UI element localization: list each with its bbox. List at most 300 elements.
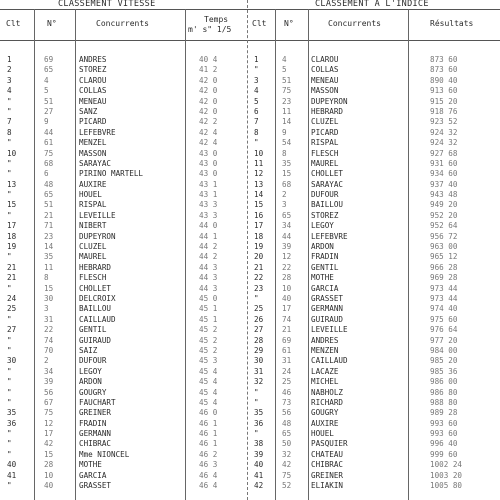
result-cell: 1002 24 (430, 460, 463, 470)
table-row (248, 336, 500, 346)
table-row (248, 263, 500, 273)
competitor-cell: DUPEYRON (79, 231, 116, 241)
result-cell: 890 40 (430, 75, 458, 85)
rank-cell: 35 (254, 408, 264, 418)
rank-cell: 17 (7, 221, 17, 231)
result-cell: 931 60 (430, 158, 458, 168)
table-row (248, 55, 500, 65)
table-row (0, 304, 247, 314)
number-cell: 74 (44, 335, 54, 345)
table-row (248, 398, 500, 408)
table-row (0, 346, 247, 356)
rank-cell: 4 (7, 86, 12, 96)
time-cell: 46 3 (199, 460, 218, 470)
number-cell: 3 (44, 304, 49, 314)
table-row (0, 128, 247, 138)
number-cell: 5 (282, 65, 287, 75)
competitor-cell: DUFOUR (311, 190, 339, 200)
rank-cell: 42 (254, 481, 264, 491)
table-row (0, 284, 247, 294)
result-cell: 989 28 (430, 408, 458, 418)
table-row (0, 377, 247, 387)
rank-cell: 26 (254, 314, 264, 324)
time-cell: 45 4 (199, 397, 218, 407)
competitor-cell: RICHARD (311, 397, 344, 407)
result-cell: 943 48 (430, 190, 458, 200)
time-cell: 45 1 (199, 314, 218, 324)
number-cell: 5 (44, 86, 49, 96)
number-cell: 34 (44, 366, 54, 376)
competitor-cell: GENTIL (311, 262, 339, 272)
table-row (248, 325, 500, 335)
table-row (248, 221, 500, 231)
table-row (248, 138, 500, 148)
right-col-rank: Clt (252, 19, 267, 28)
competitor-cell: LEFEBVRE (311, 231, 348, 241)
number-cell: 11 (282, 106, 292, 116)
speed-ranking-table (0, 55, 247, 491)
table-row (248, 481, 500, 491)
number-cell: 28 (44, 460, 54, 470)
rank-cell: " (7, 387, 12, 397)
rank-cell: 13 (7, 179, 17, 189)
table-row (0, 221, 247, 231)
number-cell: 3 (282, 200, 287, 210)
rank-cell: 28 (254, 335, 264, 345)
time-cell: 44 3 (199, 273, 218, 283)
time-cell: 45 4 (199, 387, 218, 397)
number-cell: 14 (282, 117, 292, 127)
rank-cell: " (7, 449, 12, 459)
table-row (248, 76, 500, 86)
number-cell: 75 (44, 148, 54, 158)
number-cell: 42 (282, 460, 292, 470)
result-cell: 923 52 (430, 117, 458, 127)
competitor-cell: GERMANN (311, 304, 344, 314)
table-row (0, 325, 247, 335)
result-cell: 969 28 (430, 273, 458, 283)
number-cell: 21 (44, 210, 54, 220)
table-row (248, 408, 500, 418)
number-cell: 51 (282, 75, 292, 85)
table-row (248, 450, 500, 460)
competitor-cell: CLUZEL (79, 242, 107, 252)
time-cell: 40 4 (199, 55, 218, 64)
rank-cell: 41 (7, 470, 17, 480)
rank-cell: " (7, 106, 12, 116)
result-cell: 977 20 (430, 335, 458, 345)
result-cell: 984 00 (430, 345, 458, 355)
table-row (0, 252, 247, 262)
rank-cell: 36 (7, 418, 17, 428)
table-row (248, 169, 500, 179)
rank-cell: 25 (254, 304, 264, 314)
competitor-cell: FLESCH (311, 148, 339, 158)
result-cell: 924 32 (430, 127, 458, 137)
competitor-cell: SAIZ (79, 345, 98, 355)
left-title: CLASSEMENT VITESSE (58, 0, 156, 9)
table-row (0, 190, 247, 200)
competitor-cell: GREINER (79, 408, 112, 418)
table-row (0, 356, 247, 366)
rank-cell: " (7, 481, 12, 491)
number-cell: 65 (282, 210, 292, 220)
time-cell: 42 0 (199, 86, 218, 96)
table-row (248, 419, 500, 429)
competitor-cell: BAILLOU (311, 200, 344, 210)
table-row (0, 336, 247, 346)
rank-cell: 12 (254, 169, 264, 179)
table-row (0, 180, 247, 190)
competitor-cell: GENTIL (79, 325, 107, 335)
competitor-cell: MENZEN (311, 345, 339, 355)
competitor-cell: CHIBRAC (311, 460, 344, 470)
competitor-cell: ARDON (311, 242, 334, 252)
rank-cell: " (7, 429, 12, 439)
left-col-num: N° (47, 19, 57, 28)
number-cell: 39 (44, 377, 54, 387)
rank-cell: 1 (7, 55, 12, 64)
competitor-cell: MAUREL (311, 158, 339, 168)
result-cell: 988 80 (430, 397, 458, 407)
result-cell: 934 60 (430, 169, 458, 179)
competitor-cell: FRADIN (79, 418, 107, 428)
table-row (0, 76, 247, 86)
number-cell: 56 (44, 387, 54, 397)
number-cell: 8 (282, 148, 287, 158)
number-cell: 44 (282, 231, 292, 241)
result-cell: 973 44 (430, 283, 458, 293)
table-row (248, 86, 500, 96)
rank-cell: " (7, 335, 12, 345)
rank-cell: " (254, 387, 259, 397)
time-cell: 43 3 (199, 210, 218, 220)
competitor-cell: Mme NIONCEL (79, 449, 130, 459)
number-cell: 68 (44, 158, 54, 168)
number-cell: 31 (44, 314, 54, 324)
table-row (0, 439, 247, 449)
table-row (248, 117, 500, 127)
rank-cell: " (7, 190, 12, 200)
result-cell: 918 76 (430, 106, 458, 116)
number-cell: 25 (282, 377, 292, 387)
time-cell: 46 1 (199, 439, 218, 449)
left-col-time: Temps (204, 15, 229, 24)
number-cell: 4 (282, 55, 287, 64)
rank-cell: 10 (254, 148, 264, 158)
table-row (248, 232, 500, 242)
number-cell: 65 (44, 190, 54, 200)
time-cell: 46 4 (199, 481, 218, 491)
competitor-cell: HOUEL (79, 190, 102, 200)
time-cell: 45 3 (199, 356, 218, 366)
number-cell: 65 (44, 65, 54, 75)
rank-cell: 22 (254, 273, 264, 283)
rank-cell: 5 (254, 96, 259, 106)
number-cell: 73 (282, 397, 292, 407)
number-cell: 56 (282, 408, 292, 418)
result-cell: 952 20 (430, 210, 458, 220)
table-row (248, 149, 500, 159)
rank-cell: 8 (7, 127, 12, 137)
table-row (248, 97, 500, 107)
table-row (0, 65, 247, 75)
rank-cell: 35 (7, 408, 17, 418)
table-row (248, 128, 500, 138)
number-cell: 11 (44, 262, 54, 272)
result-cell: 966 28 (430, 262, 458, 272)
number-cell: 21 (282, 325, 292, 335)
number-cell: 70 (44, 345, 54, 355)
table-row (248, 460, 500, 470)
number-cell: 4 (44, 75, 49, 85)
competitor-cell: PIRINO MARTELL (79, 169, 144, 179)
competitor-cell: HEBRARD (311, 106, 344, 116)
number-cell: 42 (44, 439, 54, 449)
rank-cell: 27 (254, 325, 264, 335)
time-cell: 42 0 (199, 96, 218, 106)
competitor-cell: DUFOUR (79, 356, 107, 366)
time-cell: 43 0 (199, 148, 218, 158)
competitor-cell: CLUZEL (311, 117, 339, 127)
competitor-cell: GUIRAUD (79, 335, 112, 345)
result-cell: 986 00 (430, 377, 458, 387)
competitor-cell: MENZEL (79, 138, 107, 148)
competitor-cell: RISPAL (79, 200, 107, 210)
number-cell: 22 (44, 325, 54, 335)
rank-cell: 1 (254, 55, 259, 64)
result-cell: 993 60 (430, 418, 458, 428)
number-cell: 35 (282, 158, 292, 168)
left-col-time-units: m' s" 1/5 (188, 25, 232, 34)
competitor-cell: MENEAU (311, 75, 339, 85)
result-cell: 1003 20 (430, 470, 463, 480)
right-col-result: Résultats (430, 19, 474, 28)
result-cell: 965 12 (430, 252, 458, 262)
time-cell: 41 2 (199, 65, 218, 75)
result-cell: 913 60 (430, 86, 458, 96)
number-cell: 10 (44, 470, 54, 480)
result-cell: 999 60 (430, 449, 458, 459)
number-cell: 32 (282, 449, 292, 459)
number-cell: 8 (44, 273, 49, 283)
result-cell: 985 20 (430, 356, 458, 366)
rank-cell: 8 (254, 127, 259, 137)
time-cell: 42 0 (199, 75, 218, 85)
rank-cell: " (7, 138, 12, 148)
competitor-cell: MAUREL (79, 252, 107, 262)
time-cell: 46 1 (199, 429, 218, 439)
rank-cell: " (254, 138, 259, 148)
table-row (0, 294, 247, 304)
time-cell: 42 0 (199, 106, 218, 116)
time-cell: 43 1 (199, 179, 218, 189)
time-cell: 43 0 (199, 169, 218, 179)
competitor-cell: ANDRES (311, 335, 339, 345)
table-row (248, 107, 500, 117)
competitor-cell: DUPEYRON (311, 96, 348, 106)
table-row (0, 471, 247, 481)
competitor-cell: GRASSET (311, 293, 344, 303)
time-cell: 44 1 (199, 231, 218, 241)
number-cell: 65 (282, 429, 292, 439)
rank-cell: " (254, 293, 259, 303)
time-cell: 43 3 (199, 200, 218, 210)
competitor-cell: COLLAS (79, 86, 107, 96)
result-cell: 952 64 (430, 221, 458, 231)
rank-cell: " (7, 252, 12, 262)
table-row (0, 138, 247, 148)
table-row (0, 481, 247, 491)
rank-cell: 18 (254, 231, 264, 241)
number-cell: 40 (282, 293, 292, 303)
number-cell: 75 (282, 86, 292, 96)
table-row (0, 242, 247, 252)
rank-cell: 39 (254, 449, 264, 459)
table-row (0, 211, 247, 221)
competitor-cell: CLAROU (79, 75, 107, 85)
result-cell: 976 64 (430, 325, 458, 335)
number-cell: 10 (282, 283, 292, 293)
number-cell: 68 (282, 179, 292, 189)
result-cell: 915 20 (430, 96, 458, 106)
time-cell: 45 0 (199, 293, 218, 303)
number-cell: 28 (282, 273, 292, 283)
number-cell: 12 (44, 418, 54, 428)
competitor-cell: GERMANN (79, 429, 112, 439)
rank-cell: 30 (7, 356, 17, 366)
time-cell: 45 2 (199, 345, 218, 355)
competitor-cell: CHATEAU (311, 449, 344, 459)
competitor-cell: LEGOY (79, 366, 102, 376)
result-cell: 963 00 (430, 242, 458, 252)
rank-cell: 21 (7, 262, 17, 272)
time-cell: 44 3 (199, 262, 218, 272)
competitor-cell: COLLAS (311, 65, 339, 75)
time-cell: 45 2 (199, 325, 218, 335)
right-title: CLASSEMENT A L'INDICE (315, 0, 429, 9)
number-cell: 24 (282, 366, 292, 376)
table-row (0, 429, 247, 439)
competitor-cell: AUXIRE (311, 418, 339, 428)
table-row (0, 117, 247, 127)
rank-cell: 3 (254, 75, 259, 85)
rank-cell: " (7, 439, 12, 449)
time-cell: 45 4 (199, 366, 218, 376)
competitor-cell: CAILLAUD (79, 314, 116, 324)
table-row (248, 211, 500, 221)
competitor-cell: LEVEILLE (311, 325, 348, 335)
number-cell: 14 (44, 242, 54, 252)
number-cell: 12 (282, 252, 292, 262)
competitor-cell: HEBRARD (79, 262, 112, 272)
time-cell: 46 0 (199, 408, 218, 418)
result-cell: 949 20 (430, 200, 458, 210)
rank-cell: 27 (7, 325, 17, 335)
table-row (0, 388, 247, 398)
competitor-cell: FAUCHART (79, 397, 116, 407)
table-row (248, 65, 500, 75)
result-cell: 873 60 (430, 55, 458, 64)
number-cell: 31 (282, 356, 292, 366)
number-cell: 17 (282, 304, 292, 314)
number-cell: 9 (44, 117, 49, 127)
number-cell: 69 (44, 55, 54, 64)
rank-cell: " (7, 345, 12, 355)
rank-cell: 31 (254, 366, 264, 376)
table-row (248, 200, 500, 210)
rank-cell: 13 (254, 179, 264, 189)
table-row (248, 439, 500, 449)
time-cell: 44 3 (199, 283, 218, 293)
competitor-cell: GRASSET (79, 481, 112, 491)
table-row (0, 97, 247, 107)
number-cell: 75 (44, 408, 54, 418)
competitor-cell: NIBERT (79, 221, 107, 231)
number-cell: 67 (44, 397, 54, 407)
rank-cell: 36 (254, 418, 264, 428)
number-cell: 71 (44, 221, 54, 231)
number-cell: 23 (282, 96, 292, 106)
rank-cell: 40 (254, 460, 264, 470)
number-cell: 15 (282, 169, 292, 179)
table-row (0, 460, 247, 470)
number-cell: 6 (44, 169, 49, 179)
competitor-cell: ARDON (79, 377, 102, 387)
rank-cell: 19 (254, 242, 264, 252)
time-cell: 42 2 (199, 117, 218, 127)
result-cell: 974 40 (430, 304, 458, 314)
time-cell: 43 1 (199, 190, 218, 200)
rank-cell: 24 (7, 293, 17, 303)
time-cell: 42 4 (199, 138, 218, 148)
table-row (248, 190, 500, 200)
rank-cell: " (7, 366, 12, 376)
competitor-cell: ANDRES (79, 55, 107, 64)
rank-cell: 20 (254, 252, 264, 262)
rank-cell: 7 (7, 117, 12, 127)
table-row (0, 398, 247, 408)
competitor-cell: PASQUIER (311, 439, 348, 449)
competitor-cell: RISPAL (311, 138, 339, 148)
time-cell: 46 4 (199, 470, 218, 480)
competitor-cell: STOREZ (79, 65, 107, 75)
competitor-cell: MASSON (79, 148, 107, 158)
rank-cell: " (7, 210, 12, 220)
number-cell: 15 (44, 449, 54, 459)
competitor-cell: MICHEL (311, 377, 339, 387)
competitor-cell: ELIAKIN (311, 481, 344, 491)
rank-cell: 19 (7, 242, 17, 252)
table-row (248, 471, 500, 481)
rank-cell: 21 (7, 273, 17, 283)
rank-cell: " (254, 397, 259, 407)
table-row (248, 346, 500, 356)
rank-cell: " (7, 283, 12, 293)
number-cell: 30 (44, 293, 54, 303)
competitor-cell: SARAYAC (311, 179, 344, 189)
rank-cell: " (7, 397, 12, 407)
competitor-cell: LEVEILLE (79, 210, 116, 220)
rank-cell: 25 (7, 304, 17, 314)
right-col-name: Concurrents (328, 19, 381, 28)
result-cell: 1005 80 (430, 481, 463, 491)
competitor-cell: STOREZ (311, 210, 339, 220)
number-cell: 69 (282, 335, 292, 345)
result-cell: 924 32 (430, 138, 458, 148)
competitor-cell: AUXIRE (79, 179, 107, 189)
time-cell: 42 4 (199, 127, 218, 137)
